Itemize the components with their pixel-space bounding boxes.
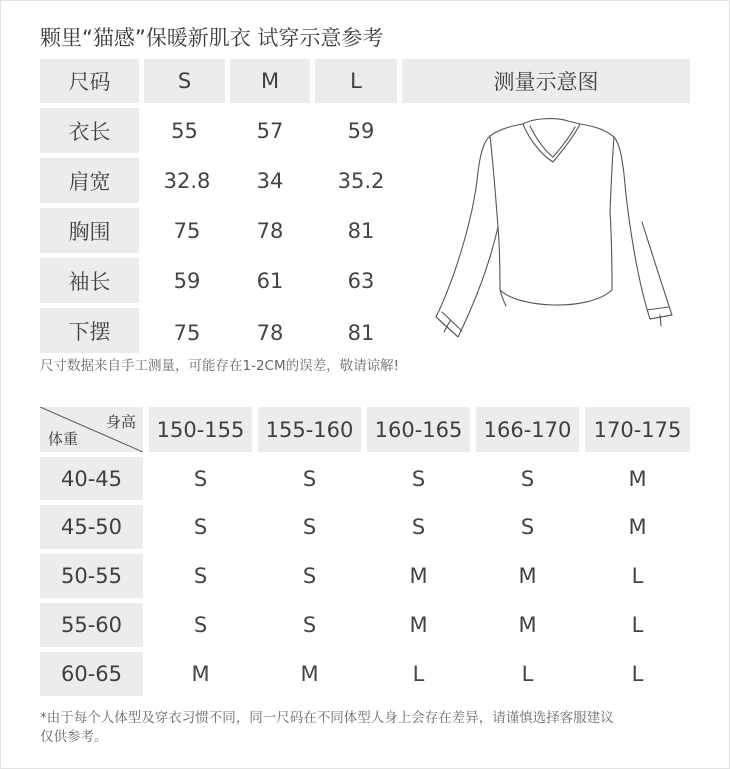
weight-label: 55-60: [40, 603, 143, 647]
fit-cell: M: [628, 515, 647, 539]
fit-cell: M: [628, 466, 647, 491]
table-cell: 81: [347, 320, 375, 345]
height-header: 170-175: [585, 407, 690, 452]
size-header-label: 尺码: [40, 59, 139, 103]
fit-cell: M: [518, 564, 537, 588]
fit-note-line1: *由于每个人体型及穿衣习惯不同，同一尺码在不同体型人身上会存在差异，请谨慎选择客服建议: [40, 710, 614, 726]
table-cell: 59: [347, 118, 375, 143]
fit-cell: S: [411, 466, 426, 491]
fit-cell: L: [631, 662, 644, 686]
height-header: 155-160: [258, 407, 361, 452]
fit-cell: M: [191, 662, 210, 686]
fit-cell: M: [409, 564, 428, 588]
diagram-header: 测量示意图: [402, 59, 690, 103]
fit-cell: S: [302, 613, 317, 637]
table-cell: 78: [256, 218, 284, 243]
row-label-chest: 胸围: [40, 208, 139, 253]
table-cell: 63: [347, 268, 375, 293]
height-header: 166-170: [476, 407, 579, 452]
fit-cell: L: [631, 613, 644, 637]
fit-cell: S: [411, 515, 426, 539]
table-cell: 32.8: [163, 168, 211, 193]
size-header-l: L: [315, 59, 397, 103]
table-cell: 57: [256, 118, 284, 143]
weight-label: 50-55: [40, 554, 143, 598]
corner-height-label: 身高: [106, 413, 137, 431]
fit-cell: S: [193, 515, 208, 539]
fit-cell: S: [193, 466, 208, 491]
fit-cell: L: [521, 662, 534, 686]
table-cell: 59: [173, 268, 201, 293]
height-header: 160-165: [367, 407, 470, 452]
garment-diagram: [428, 112, 678, 347]
fit-cell: S: [302, 564, 317, 588]
page-title: 颗里“猫感”保暖新肌衣 试穿示意参考: [40, 26, 384, 50]
fit-cell: S: [302, 466, 317, 491]
fit-cell: M: [300, 662, 319, 686]
size-note: 尺寸数据来自手工测量，可能存在1-2CM的误差，敬请谅解!: [40, 358, 400, 374]
fit-cell: S: [193, 613, 208, 637]
fit-note-line2: 仅供参考。: [40, 729, 108, 745]
fit-cell: S: [520, 466, 535, 491]
weight-label: 45-50: [40, 505, 143, 549]
height-header: 150-155: [149, 407, 252, 452]
table-cell: 75: [173, 218, 201, 243]
table-cell: 34: [256, 168, 284, 193]
table-cell: 61: [256, 268, 284, 293]
fit-cell: L: [412, 662, 425, 686]
fit-cell: L: [631, 564, 644, 588]
table-cell: 35.2: [337, 168, 385, 193]
row-label-sleeve: 袖长: [40, 258, 139, 303]
fit-cell: S: [302, 515, 317, 539]
corner-weight-label: 体重: [48, 430, 79, 448]
size-header-s: S: [144, 59, 225, 103]
weight-label: 60-65: [40, 652, 143, 696]
table-cell: 75: [173, 320, 201, 345]
row-label-length: 衣长: [40, 108, 139, 153]
table-cell: 78: [256, 320, 284, 345]
row-label-shoulder: 肩宽: [40, 158, 139, 203]
row-label-hem: 下摆: [40, 308, 139, 353]
size-header-m: M: [230, 59, 310, 103]
weight-label: 40-45: [40, 457, 143, 500]
table-cell: 81: [347, 218, 375, 243]
fit-cell: S: [520, 515, 535, 539]
table-cell: 55: [171, 118, 198, 143]
fit-cell: S: [193, 564, 208, 588]
fit-cell: M: [409, 613, 428, 637]
fit-cell: M: [518, 613, 537, 637]
